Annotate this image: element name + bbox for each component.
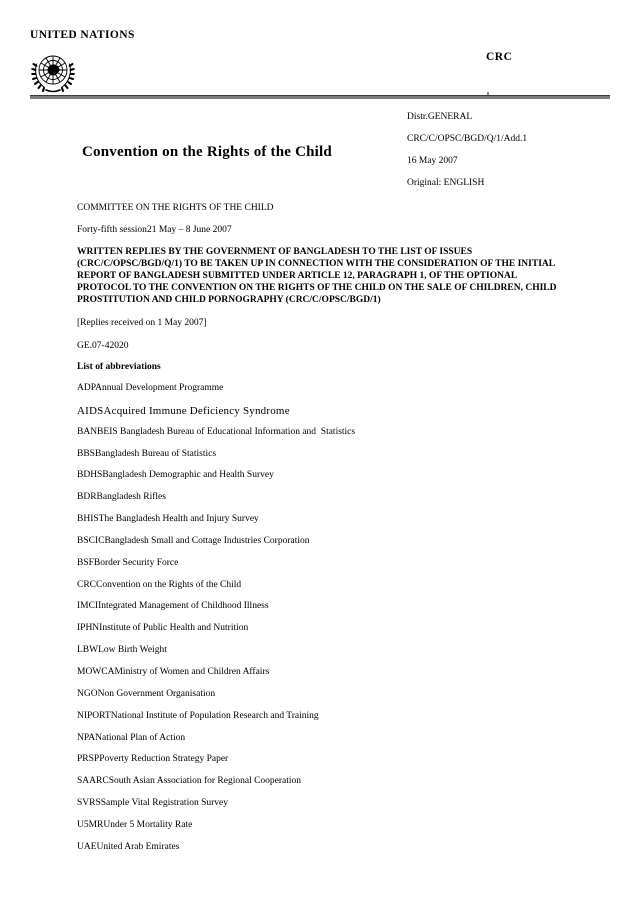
header-divider	[30, 95, 610, 99]
abbreviation-row	[77, 820, 577, 842]
abbreviation-definition: National Institute of Population Research and Training	[110, 710, 319, 721]
abbreviation-code: NGO	[77, 688, 98, 699]
abbreviation-code: SAARC	[77, 776, 109, 787]
abbreviation-row	[77, 449, 577, 471]
abbreviation-definition: The Bangladesh Health and Injury Survey	[98, 514, 259, 525]
abbreviation-row	[77, 842, 577, 864]
abbreviation-code: PRSP	[77, 754, 100, 765]
abbreviation-definition: Convention on the Rights of the Child	[96, 579, 242, 590]
abbreviation-row	[77, 711, 577, 733]
header-divider-tick	[487, 92, 489, 95]
un-header-org-name: UNITED NATIONS	[30, 29, 135, 41]
subject-line: PROTOCOL TO THE CONVENTION ON THE RIGHTS OF THE CHILD ON THE SALE OF CHILDREN, CHILD	[77, 283, 557, 293]
abbreviation-code: BDR	[77, 492, 97, 503]
abbreviation-row	[77, 733, 577, 755]
abbreviation-definition: Poverty Reduction Strategy Paper	[99, 754, 229, 765]
abbreviations-list	[77, 383, 577, 864]
subject-line: REPORT OF BANGLADESH SUBMITTED UNDER ARTICLE 12, PARAGRAPH 1, OF THE OPTIONAL	[77, 271, 518, 281]
abbreviation-row	[77, 558, 577, 580]
session-name: Forty-fifth session	[77, 225, 147, 235]
abbreviation-definition: Bangladesh Bureau of Educational Information and Statistics	[117, 426, 356, 437]
doc-symbol-crc: CRC	[486, 51, 513, 63]
abbreviation-definition: Integrated Management of Childhood Illness	[98, 601, 269, 612]
abbreviation-code: IMCI	[77, 601, 99, 612]
page-title: Convention on the Rights of the Child	[82, 144, 332, 160]
abbreviation-code: AIDS	[77, 404, 104, 417]
session-line	[77, 225, 232, 235]
abbreviations-heading: List of abbreviations	[77, 362, 161, 372]
abbreviation-definition: Border Security Force	[93, 557, 179, 568]
un-emblem-icon	[29, 49, 77, 97]
abbreviation-definition: National Plan of Action	[95, 732, 186, 743]
doc-date-line: 16 May 2007	[407, 156, 458, 166]
abbreviation-definition: Sample Vital Registration Survey	[100, 798, 228, 809]
abbreviation-code: MOWCA	[77, 666, 115, 677]
abbreviation-definition: Ministry of Women and Children Affairs	[114, 666, 270, 677]
abbreviation-definition: United Arab Emirates	[96, 841, 180, 852]
abbreviation-row	[77, 427, 577, 449]
subject-line: PROSTITUTION AND CHILD PORNOGRAPHY (CRC/C/OPSC/BGD/1)	[77, 295, 381, 305]
abbreviation-row	[77, 405, 577, 427]
abbreviation-code: BDHS	[77, 470, 103, 481]
abbreviation-row	[77, 667, 577, 689]
abbreviation-code: U5MR	[77, 819, 104, 830]
abbreviation-definition: Acquired Immune Deficiency Syndrome	[103, 404, 290, 417]
doc-info-block	[407, 112, 527, 200]
replies-received-note: [Replies received on 1 May 2007]	[77, 318, 207, 328]
abbreviation-row	[77, 536, 577, 558]
abbreviation-row	[77, 776, 577, 798]
subject-line: WRITTEN REPLIES BY THE GOVERNMENT OF BANGLADESH TO THE LIST OF ISSUES	[77, 247, 473, 257]
committee-heading: COMMITTEE ON THE RIGHTS OF THE CHILD	[77, 203, 274, 213]
abbreviation-definition: Institute of Public Health and Nutrition	[99, 623, 249, 634]
abbreviation-definition: Bangladesh Rifles	[96, 492, 166, 503]
abbreviation-code: BHIS	[77, 514, 99, 525]
abbreviation-definition: Under 5 Mortality Rate	[103, 819, 193, 830]
abbreviation-code: NPA	[77, 732, 96, 743]
abbreviation-definition: Annual Development Programme	[95, 383, 224, 393]
abbreviation-row	[77, 514, 577, 536]
abbreviation-row	[77, 645, 577, 667]
abbreviation-row	[77, 580, 577, 602]
original-language-line: Original: ENGLISH	[407, 178, 485, 188]
abbreviation-definition: Bangladesh Demographic and Health Survey	[102, 470, 274, 481]
distr-line: Distr.GENERAL	[407, 112, 473, 122]
abbreviation-definition: Bangladesh Small and Cottage Industries Corporation	[104, 535, 310, 546]
abbreviation-row	[77, 492, 577, 514]
abbreviation-code: UAE	[77, 841, 97, 852]
abbreviation-code: IPHN	[77, 623, 100, 634]
abbreviation-definition: Bangladesh Bureau of Statistics	[94, 448, 217, 459]
abbreviation-code: NIPORT	[77, 710, 111, 721]
abbreviation-row	[77, 623, 577, 645]
subject-paragraph	[77, 246, 557, 306]
abbreviation-definition: Non Government Organisation	[97, 688, 216, 699]
ge-document-number: GE.07-42020	[77, 341, 129, 351]
abbreviation-definition: South Asian Association for Regional Cooperation	[108, 776, 302, 787]
abbreviation-row	[77, 798, 577, 820]
doc-symbol-line: CRC/C/OPSC/BGD/Q/1/Add.1	[407, 134, 528, 144]
abbreviation-row	[77, 383, 577, 405]
abbreviation-row	[77, 601, 577, 623]
abbreviation-definition: Low Birth Weight	[98, 645, 167, 656]
abbreviation-code: BSCIC	[77, 535, 105, 546]
abbreviation-code: SVRS	[77, 798, 101, 809]
abbreviation-code: BANBEIS	[77, 426, 118, 437]
abbreviation-row	[77, 689, 577, 711]
abbreviation-code: LBW	[77, 645, 99, 656]
abbreviation-code: BSF	[77, 557, 94, 568]
abbreviation-code: BBS	[77, 448, 95, 459]
abbreviation-code: ADP	[77, 383, 96, 393]
subject-line: (CRC/C/OPSC/BGD/Q/1) TO BE TAKEN UP IN CONNECTION WITH THE CONSIDERATION OF THE INITIAL	[77, 259, 556, 269]
abbreviation-row	[77, 754, 577, 776]
abbreviation-code: CRC	[77, 579, 97, 590]
abbreviation-row	[77, 470, 577, 492]
session-dates: 21 May – 8 June 2007	[146, 225, 232, 235]
